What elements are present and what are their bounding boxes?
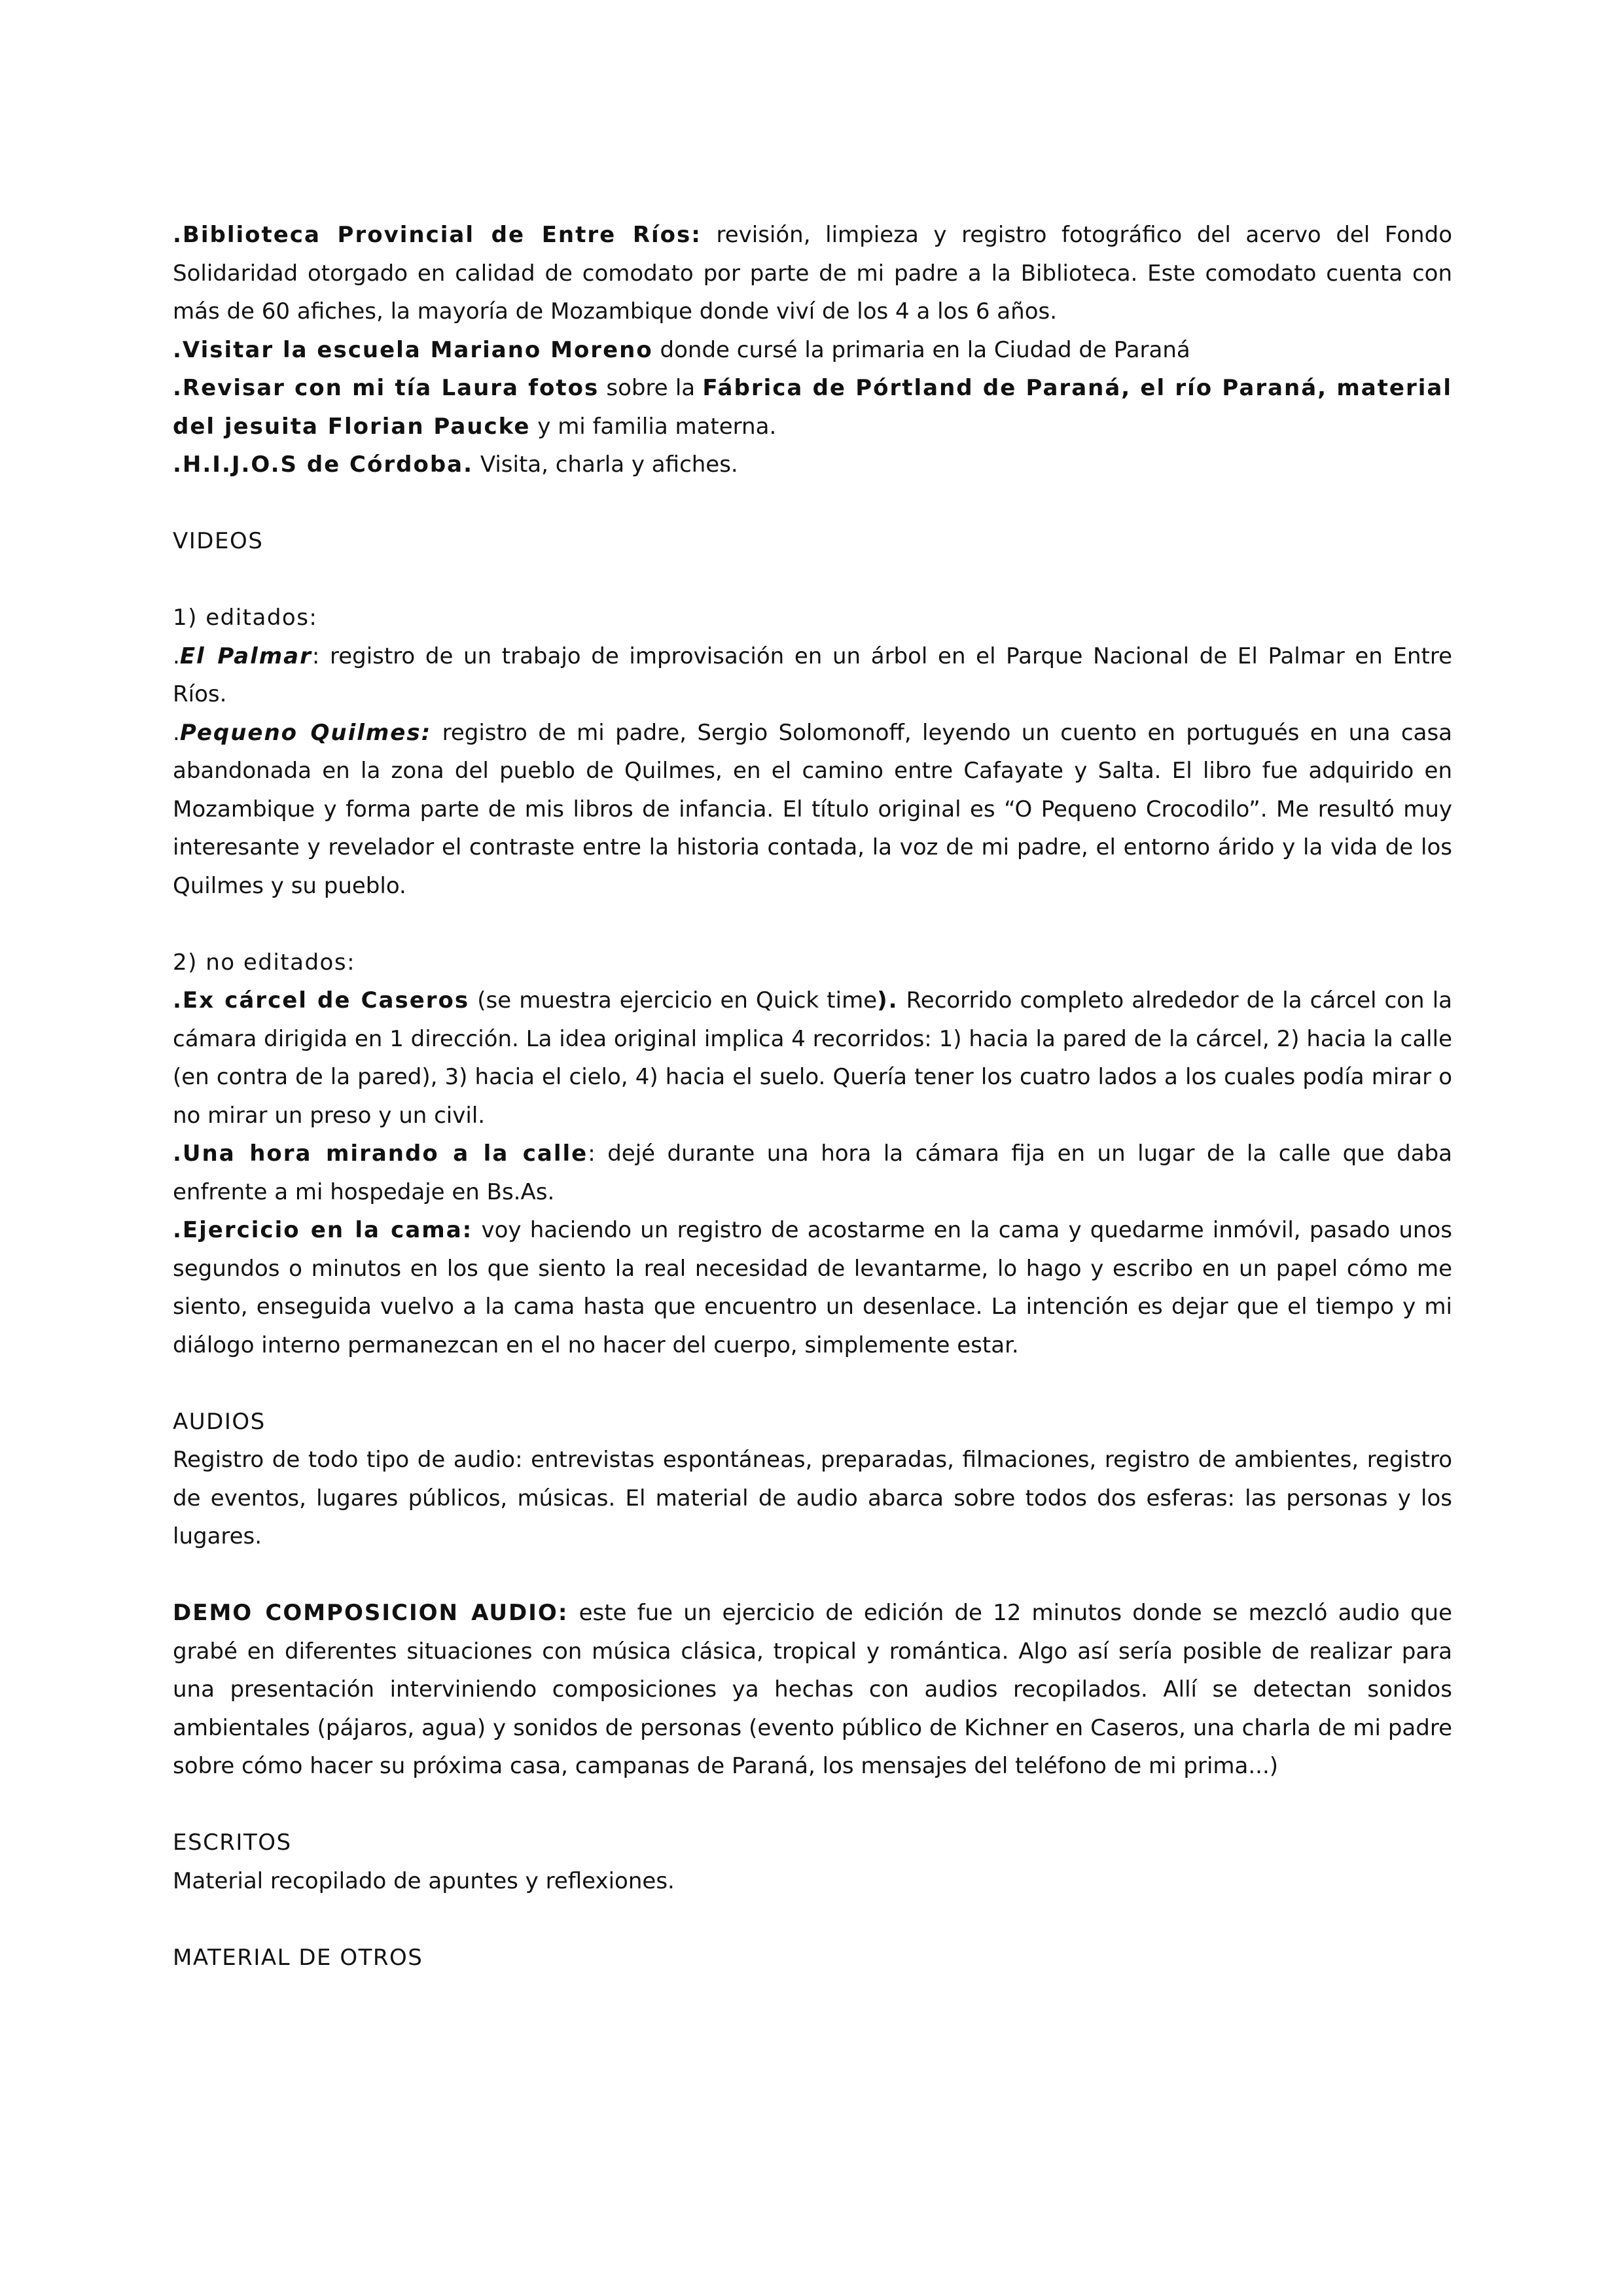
- video-text: : registro de un trabajo de improvisación en un árbol en el Parque Nacional de El Palmar en Entre Ríos.: [173, 643, 1452, 707]
- section-heading-audios: AUDIOS: [173, 1408, 266, 1435]
- visit-text: donde cursé la primaria en la Ciudad de Paraná: [652, 336, 1190, 363]
- visit-hijos: [173, 446, 1452, 484]
- video-title-close: ).: [877, 987, 899, 1014]
- demo-title: DEMO COMPOSICION AUDIO:: [173, 1600, 569, 1626]
- document-page: [173, 216, 1452, 1977]
- visit-title: .H.I.J.O.S de Córdoba.: [173, 451, 474, 478]
- demo-composicion: [173, 1594, 1452, 1786]
- escritos-text: Material recopilado de apuntes y reflexiones.: [173, 1867, 675, 1894]
- video-ex-carcel: [173, 981, 1452, 1135]
- video-title: .Ejercicio en la cama:: [173, 1217, 473, 1243]
- section-heading-escritos: ESCRITOS: [173, 1829, 292, 1856]
- video-el-palmar: [173, 637, 1452, 714]
- visit-escuela: [173, 331, 1452, 370]
- visit-text: y mi familia materna.: [530, 413, 777, 440]
- visit-text: Visita, charla y afiches.: [473, 451, 738, 478]
- demo-text: este fue un ejercicio de edición de 12 minutos donde se mezcló audio que grabé en diferentes situaciones con música clásica, tropical y romántica. Algo así sería posible de realizar para una presentación interviniendo composiciones ya hechas con audios recopilados. Allí se detectan sonidos ambientales (pájaros, agua) y sonidos de personas (evento público de Kichner en Caseros, una charla de mi padre sobre cómo hacer su próxima casa, campanas de Paraná, los mensajes del teléfono de mi prima...): [173, 1600, 1452, 1779]
- video-prefix: .: [173, 643, 180, 669]
- video-title: .Ex cárcel de Caseros: [173, 987, 470, 1014]
- video-title: El Palmar: [179, 643, 312, 669]
- video-text: : dejé durante una hora la cámara fija en un lugar de la calle que daba enfrente a mi hospedaje en Bs.As.: [173, 1140, 1452, 1205]
- video-text: registro de mi padre, Sergio Solomonoff, leyendo un cuento en portugués en una casa abandonada en la zona del pueblo de Quilmes, en el camino entre Cafayate y Salta. El libro fue adquirido en Mozambique y forma parte de mis libros de infancia. El título original es “O Pequeno Crocodilo”. Me resultó muy interesante y revelador el contraste entre la historia contada, la voz de mi padre, el entorno árido y la vida de los Quilmes y su pueblo.: [173, 719, 1452, 899]
- video-title: .Una hora mirando a la calle: [173, 1140, 588, 1167]
- video-una-hora: [173, 1135, 1452, 1211]
- video-prefix: .: [173, 719, 180, 746]
- visit-title: .Visitar la escuela Mariano Moreno: [173, 336, 653, 363]
- subheading-no-editados: 2) no editados:: [173, 949, 356, 976]
- visit-text: revisión, limpieza y registro fotográfico del acervo del Fondo Solidaridad otorgado en calidad de comodato por parte de mi padre a la Biblioteca. Este comodato cuenta con más de 60 afiches, la mayoría de Mozambique donde viví de los 4 a los 6 años.: [173, 222, 1452, 325]
- video-ejercicio-cama: [173, 1211, 1452, 1364]
- visit-title: .Biblioteca Provincial de Entre Ríos:: [173, 222, 702, 248]
- audios-text: Registro de todo tipo de audio: entrevistas espontáneas, preparadas, filmaciones, registro de ambientes, registro de eventos, lugares públicos, músicas. El material de audio abarca sobre todos dos esferas: las personas y los lugares.: [173, 1447, 1452, 1549]
- video-text: (se muestra ejercicio en Quick time: [469, 987, 878, 1014]
- video-title: Pequeno Quilmes:: [179, 719, 432, 746]
- visit-fotos: [173, 369, 1452, 446]
- visit-title: .Revisar con mi tía Laura fotos: [173, 375, 599, 401]
- subheading-editados: 1) editados:: [173, 605, 318, 631]
- video-text: Recorrido completo alrededor de la cárcel con la cámara dirigida en 1 dirección. La idea original implica 4 recorridos: 1) hacia la pared de la cárcel, 2) hacia la calle (en contra de la pared), 3) hacia el cielo, 4) hacia el suelo. Quería tener los cuatro lados a los cuales podía mirar o no mirar un preso y un civil.: [173, 987, 1452, 1129]
- video-pequeno-quilmes: [173, 714, 1452, 906]
- video-text: voy haciendo un registro de acostarme en la cama y quedarme inmóvil, pasado unos segundos o minutos en los que siento la real necesidad de levantarme, lo hago y escribo en un papel cómo me siento, enseguida vuelvo a la cama hasta que encuentro un desenlace. La intención es dejar que el tiempo y mi diálogo interno permanezcan en el no hacer del cuerpo, simplemente estar.: [173, 1217, 1452, 1358]
- section-heading-material-de-otros: MATERIAL DE OTROS: [173, 1944, 423, 1971]
- section-heading-videos: VIDEOS: [173, 528, 264, 554]
- visit-text: sobre la: [599, 375, 703, 401]
- visit-biblioteca: [173, 216, 1452, 331]
- visit-subject: Fábrica de Pórtland de Paraná, el río Paraná, material del jesuita Florian Paucke: [173, 375, 1453, 440]
